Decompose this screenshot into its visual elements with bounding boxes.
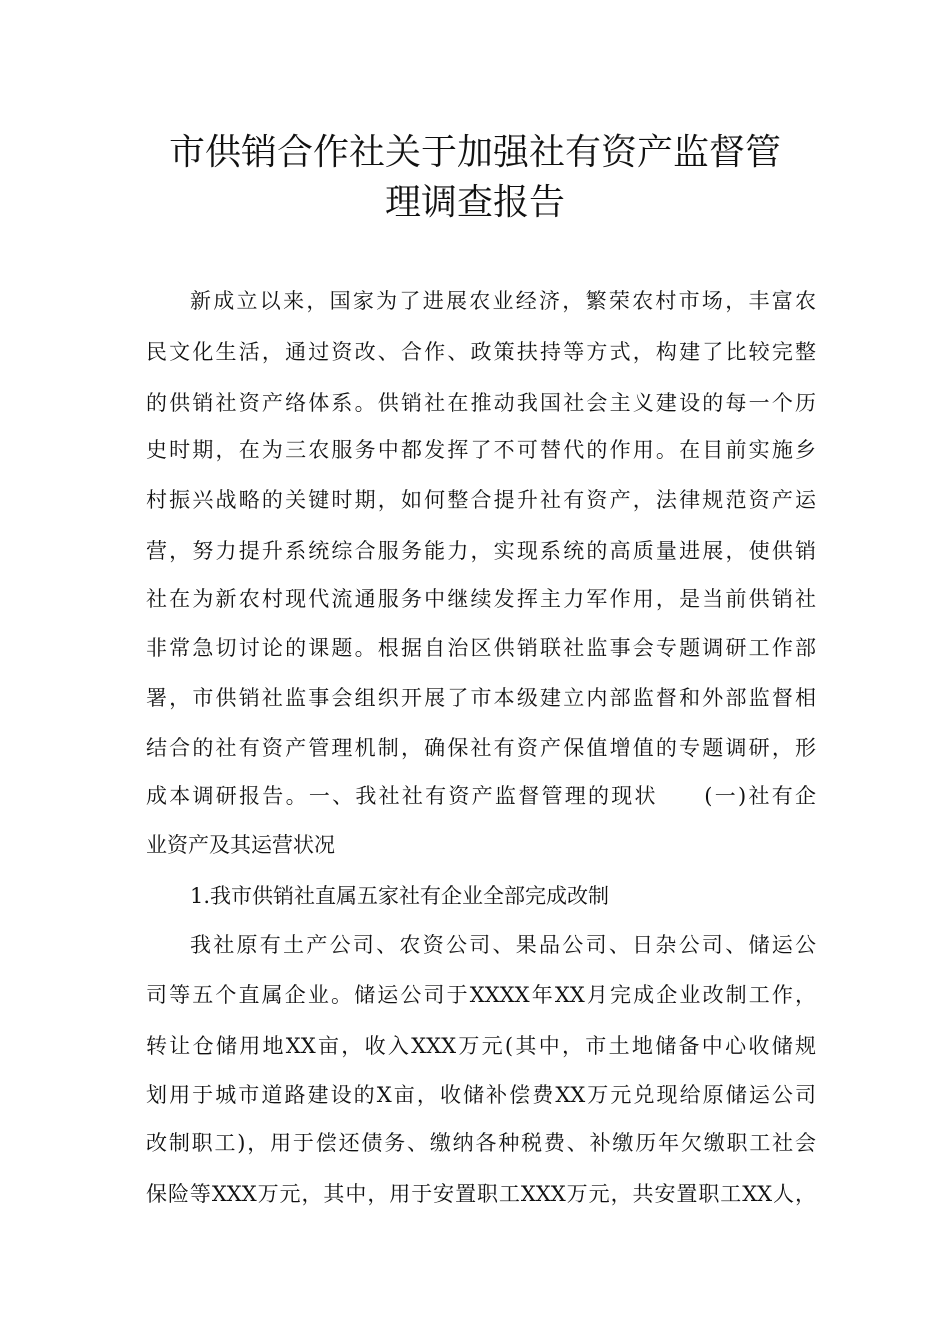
paragraph-line: 业资产及其运营状况 [146,833,335,857]
paragraph-line: 司等五个直属企业。储运公司于XXXX年XX月完成企业改制工作， [146,983,816,1007]
paragraph-line: 改制职工)，用于偿还债务、缴纳各种税费、补缴历年欠缴职工社会 [146,1131,816,1155]
paragraph-line: 我社原有土产公司、农资公司、果品公司、日杂公司、储运公 [190,933,816,957]
paragraph-line: 社在为新农村现代流通服务中继续发挥主力军作用，是当前供销社 [146,587,816,611]
paragraph-line: 营，努力提升系统综合服务能力，实现系统的高质量进展，使供销 [146,539,816,563]
paragraph-line: 成本调研报告。一、我社社有资产监督管理的现状 (一)社有企 [146,784,816,808]
paragraph-line: 非常急切讨论的课题。根据自治区供销联社监事会专题调研工作部 [146,636,816,660]
paragraph-line: 1.我市供销社直属五家社有企业全部完成改制 [190,884,610,908]
paragraph-line: 署，市供销社监事会组织开展了市本级建立内部监督和外部监督相 [146,686,816,710]
document-title-line-2: 理调查报告 [384,182,565,223]
paragraph-line: 新成立以来，国家为了进展农业经济，繁荣农村市场，丰富农 [190,289,816,313]
paragraph-line: 转让仓储用地XX亩，收入XXX万元(其中，市土地储备中心收储规 [146,1034,816,1058]
paragraph-line: 划用于城市道路建设的X亩，收储补偿费XX万元兑现给原储运公司 [146,1083,816,1107]
paragraph-line: 民文化生活，通过资改、合作、政策扶持等方式，构建了比较完整 [146,340,816,364]
paragraph-line: 的供销社资产络体系。供销社在推动我国社会主义建设的每一个历 [146,391,816,415]
document-title-line-1: 市供销合作社关于加强社有资产监督管 [168,132,781,173]
paragraph-line: 史时期，在为三农服务中都发挥了不可替代的作用。在目前实施乡 [146,438,816,462]
paragraph-line: 保险等XXX万元，其中，用于安置职工XXX万元，共安置职工XX人， [146,1182,816,1206]
paragraph-line: 结合的社有资产管理机制，确保社有资产保值增值的专题调研，形 [146,736,816,760]
paragraph-line: 村振兴战略的关键时期，如何整合提升社有资产，法律规范资产运 [146,488,816,512]
